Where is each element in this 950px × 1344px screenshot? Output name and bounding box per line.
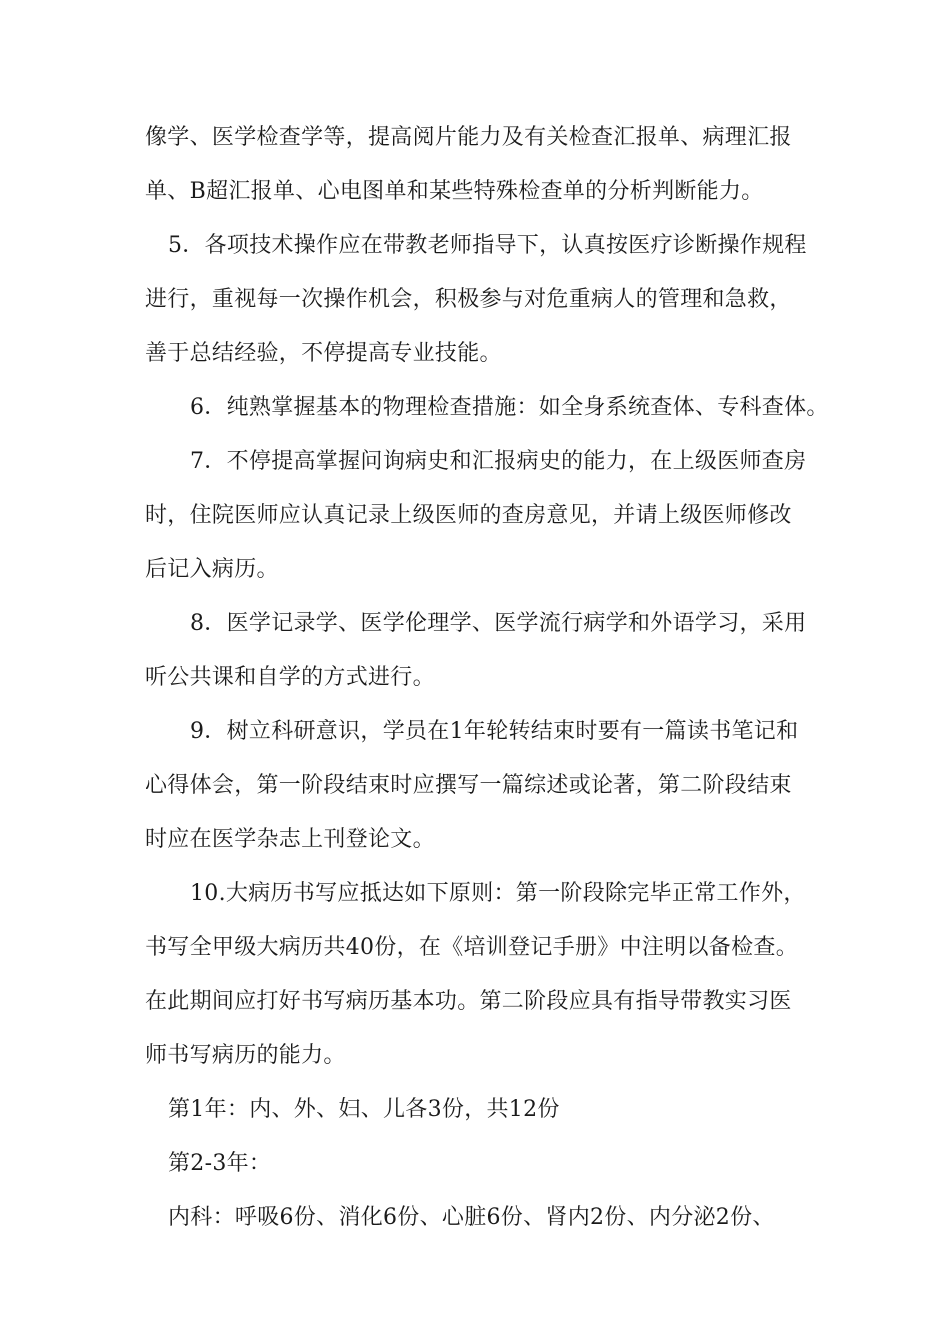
text-line: 善于总结经验，不停提高专业技能。 <box>145 341 502 366</box>
text-line: 心得体会，第一阶段结束时应撰写一篇综述或论著，第二阶段结束 <box>145 773 792 798</box>
text-line: 9．树立科研意识，学员在1年轮转结束时要有一篇读书笔记和 <box>190 719 799 744</box>
text-line: 6．纯熟掌握基本的物理检查措施：如全身系统查体、专科查体。 <box>190 395 829 420</box>
text-line: 内科：呼吸6份、消化6份、心脏6份、肾内2份、内分泌2份、 <box>168 1205 775 1230</box>
text-line: 第1年：内、外、妇、儿各3份，共12份 <box>168 1097 560 1122</box>
text-line: 单、B超汇报单、心电图单和某些特殊检查单的分析判断能力。 <box>145 179 764 204</box>
text-line: 进行，重视每一次操作机会，积极参与对危重病人的管理和急救， <box>145 287 792 312</box>
text-line: 7．不停提高掌握问询病史和汇报病史的能力，在上级医师查房 <box>190 449 807 474</box>
text-line: 像学、医学检查学等，提高阅片能力及有关检查汇报单、病理汇报 <box>145 125 792 150</box>
text-line: 5．各项技术操作应在带教老师指导下，认真按医疗诊断操作规程 <box>168 233 807 258</box>
text-line: 8．医学记录学、医学伦理学、医学流行病学和外语学习，采用 <box>190 611 807 636</box>
text-line: 时，住院医师应认真记录上级医师的查房意见，并请上级医师修改 <box>145 503 792 528</box>
text-line: 后记入病历。 <box>145 557 279 582</box>
text-line: 书写全甲级大病历共40份，在《培训登记手册》中注明以备检查。 <box>145 935 798 960</box>
text-line: 师书写病历的能力。 <box>145 1043 346 1068</box>
text-line: 10.大病历书写应抵达如下原则：第一阶段除完毕正常工作外， <box>190 881 806 906</box>
text-line: 时应在医学杂志上刊登论文。 <box>145 827 435 852</box>
text-line: 听公共课和自学的方式进行。 <box>145 665 435 690</box>
text-line: 第2-3年： <box>168 1151 272 1176</box>
text-line: 在此期间应打好书写病历基本功。第二阶段应具有指导带教实习医 <box>145 989 792 1014</box>
